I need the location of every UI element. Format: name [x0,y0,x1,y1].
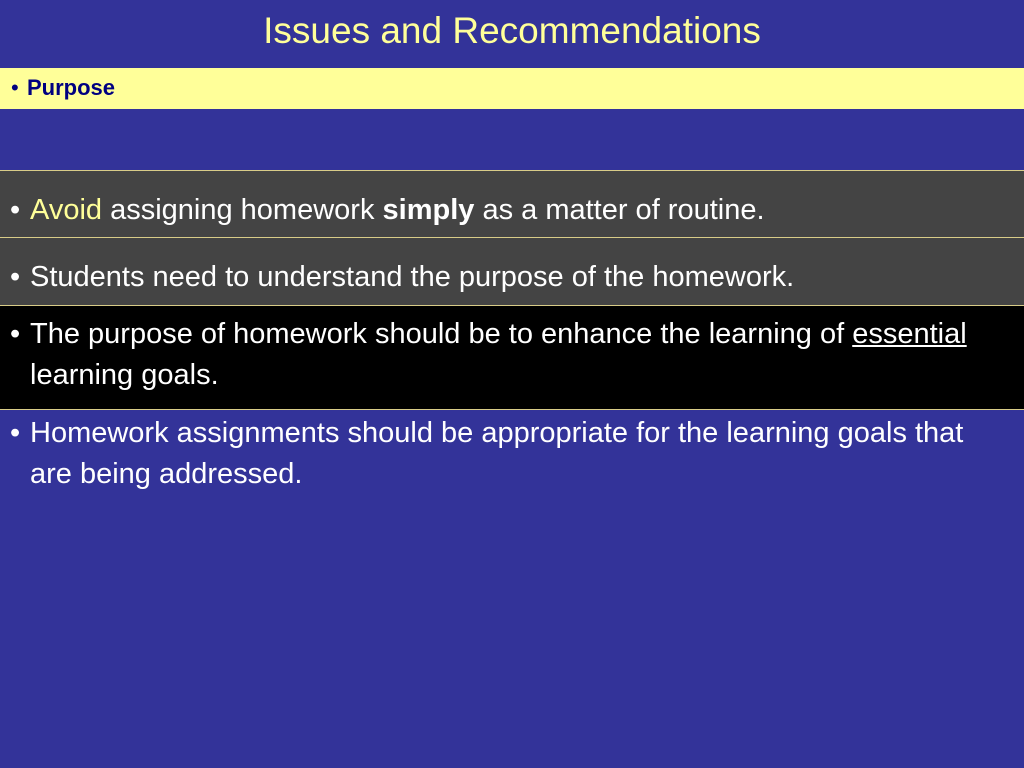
bullet-row-3 [0,306,1024,410]
bullet-text-part: learning goals. [30,359,219,391]
bullet-row-4 [0,410,1024,510]
section-bullet: • [11,75,19,100]
slide-title: Issues and Recommendations [263,10,761,51]
bullet-item-avoid-routine [10,190,1000,231]
bullet-text-part: as a matter of routine. [474,194,765,226]
bullet-item-enhance-learning [10,314,1000,396]
bullet-item-appropriate-assignments [10,413,1000,495]
bullet-text: Students need to understand the purpose of the homework. [30,261,795,293]
underlined-word: essential [852,318,967,350]
bullet-marker: • [10,194,21,226]
bullet-text: Homework assignments should be appropriate for the learning goals that are being addressed. [30,417,964,490]
bold-word: simply [382,194,475,226]
bullet-row-2 [0,238,1024,306]
bullet-text-part: The purpose of homework should be to enhance the learning of [30,318,853,350]
section-header-bar [0,68,1024,109]
bullet-marker: • [10,261,21,293]
bullet-marker: • [10,417,21,449]
bullet-text-part: assigning homework [102,194,383,226]
bullet-text [10,314,1000,396]
section-label: Purpose [27,75,116,100]
bullet-text [10,190,1000,231]
bullet-marker: • [10,318,21,350]
highlighted-word: Avoid [30,194,103,226]
bullet-item-understand-purpose [10,257,1000,298]
bullet-row-1 [0,170,1024,238]
